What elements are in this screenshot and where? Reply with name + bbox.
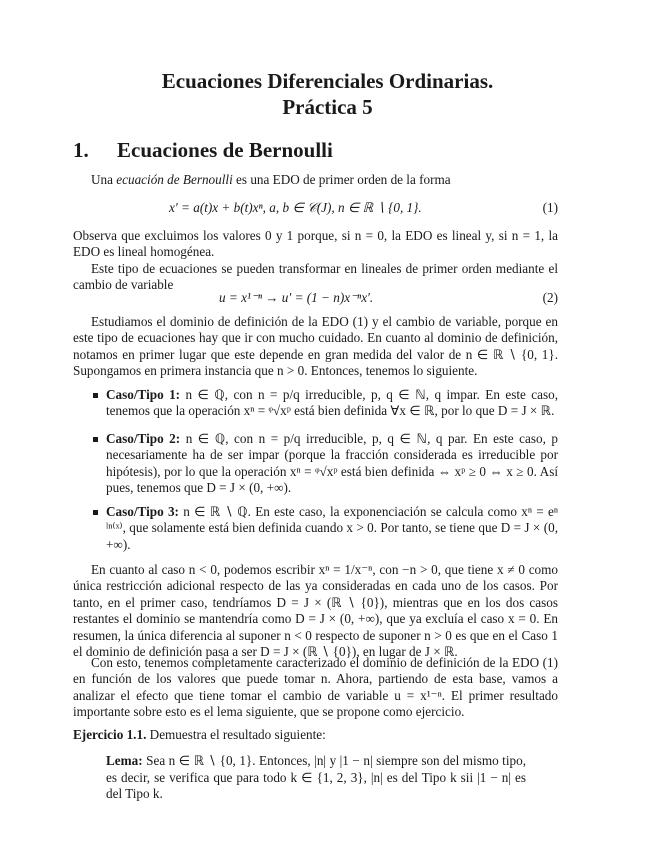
equation-1-expr: x′ = a(t)x + b(t)xⁿ, a, b ∈ 𝒞(J), n ∈ ℝ ∖ {0, 1}. [169,200,422,215]
case-label: Caso/Tipo 1: [106,387,181,402]
case-item-2 [106,431,558,497]
exercise-label: Ejercicio 1.1. [73,727,147,742]
equation-1 [73,200,558,216]
section-heading [73,138,333,163]
lemma-label: Lema: [106,753,143,768]
document-title: Ecuaciones Diferenciales Ordinarias. [161,69,494,93]
case-text: n ∈ ℚ, con n = p/q irreducible, p, q ∈ ℕ, q impar. En este caso, tenemos que la operación xⁿ = ᵠ√xᵖ está bien definida ∀x ∈ ℝ, por lo que D = J × ℝ. [106,387,558,419]
lemma-block [106,753,526,803]
document-subtitle: Práctica 5 [282,95,373,119]
paragraph-domain: Estudiamos el dominio de definición de la EDO (1) y el cambio de variable, porque en este tipo de ecuaciones hay que ir con mucho cuidado. En cuanto al dominio de definición, notamos en primer lugar que este depende en gran medida del valor de n ∈ ℝ ∖ {0, 1}. Supongamos en primera instancia que n > 0. Entonces, tenemos lo siguiente. [73,314,558,379]
case-item-3 [106,504,558,553]
exercise-text: Demuestra el resultado siguiente: [146,727,326,742]
bullet-icon [93,510,98,515]
equation-2-expr: u = x¹⁻ⁿ → u′ = (1 − n)x⁻ⁿx′. [219,290,374,305]
bullet-icon [93,393,98,398]
lemma-text: Sea n ∈ ℝ ∖ {0, 1}. Entonces, |n| y |1 − n| siempre son del mismo tipo, es decir, se verifica que para todo k ∈ {1, 2, 3}, |n| es del Tipo k sii |1 − n| es del Tipo k. [106,753,526,802]
exercise-statement [73,727,558,743]
bullet-icon [93,437,98,442]
case-text: n ∈ ℝ ∖ ℚ. En este caso, la exponenciación se calcula como xⁿ = eⁿ ˡⁿ⁽ˣ⁾, que solamente está bien definida cuando x > 0. Por tanto, se tiene que D = J × (0, +∞). [106,504,558,552]
case-text: n ∈ ℚ, con n = p/q irreducible, p, q ∈ ℕ, q par. En este caso, p necesariamente ha de ser impar (porque la fracción considerada es irreducible por hipótesis), por lo que la operación xⁿ = ᵠ√xᵖ está bien definida ⇔ xᵖ ≥ 0 ⇔ x ≥ 0. Así pues, tenemos que D = J × (0, +∞). [106,431,558,496]
section-title: Ecuaciones de Bernoulli [117,138,333,162]
intro-paragraph: Una ecuación de Bernoulli es una EDO de primer orden de la forma [91,172,451,187]
paragraph-conclusion: Con esto, tenemos completamente caracterizado el dominio de definición de la EDO (1) en función de los valores que puede tomar n. Ahora, partiendo de esta base, vamos a analizar el efecto que tiene tomar el cambio de variable u = x¹⁻ⁿ. El primer resultado importante sobre esto es el lema siguiente, que se propone como ejercicio. [73,655,558,720]
equation-1-number: (1) [542,200,558,215]
equation-2 [73,290,558,306]
section-number: 1. [73,138,89,162]
paragraph-negative-case: En cuanto al caso n < 0, podemos escribir xⁿ = 1/x⁻ⁿ, con −n > 0, que tiene x ≠ 0 como única restricción adicional respecto de las ya consideradas en cada uno de los casos. Por tanto, en el primer caso, tendríamos D = J × (ℝ ∖ {0}), mientras que en los dos casos restantes el dominio se mantendría como D = J × (0, +∞), que ya excluía el caso x = 0. En resumen, la única diferencia al suponer n < 0 respecto de suponer n > 0 es que en el Caso 1 el dominio de definición pasa a ser D = J × (ℝ ∖ {0}), en lugar de J × ℝ. [73,562,558,660]
defined-term: ecuación de Bernoulli [116,172,233,187]
equation-2-number: (2) [542,290,558,305]
case-label: Caso/Tipo 3: [106,504,179,519]
case-label: Caso/Tipo 2: [106,431,181,446]
paragraph-exclusion: Observa que excluimos los valores 0 y 1 porque, si n = 0, la EDO es lineal y, si n = 1, la EDO es lineal homogénea. [73,228,558,260]
case-item-1 [106,387,558,420]
paragraph-transform: Este tipo de ecuaciones se pueden transformar en lineales de primer orden mediante el cambio de variable [73,261,558,293]
